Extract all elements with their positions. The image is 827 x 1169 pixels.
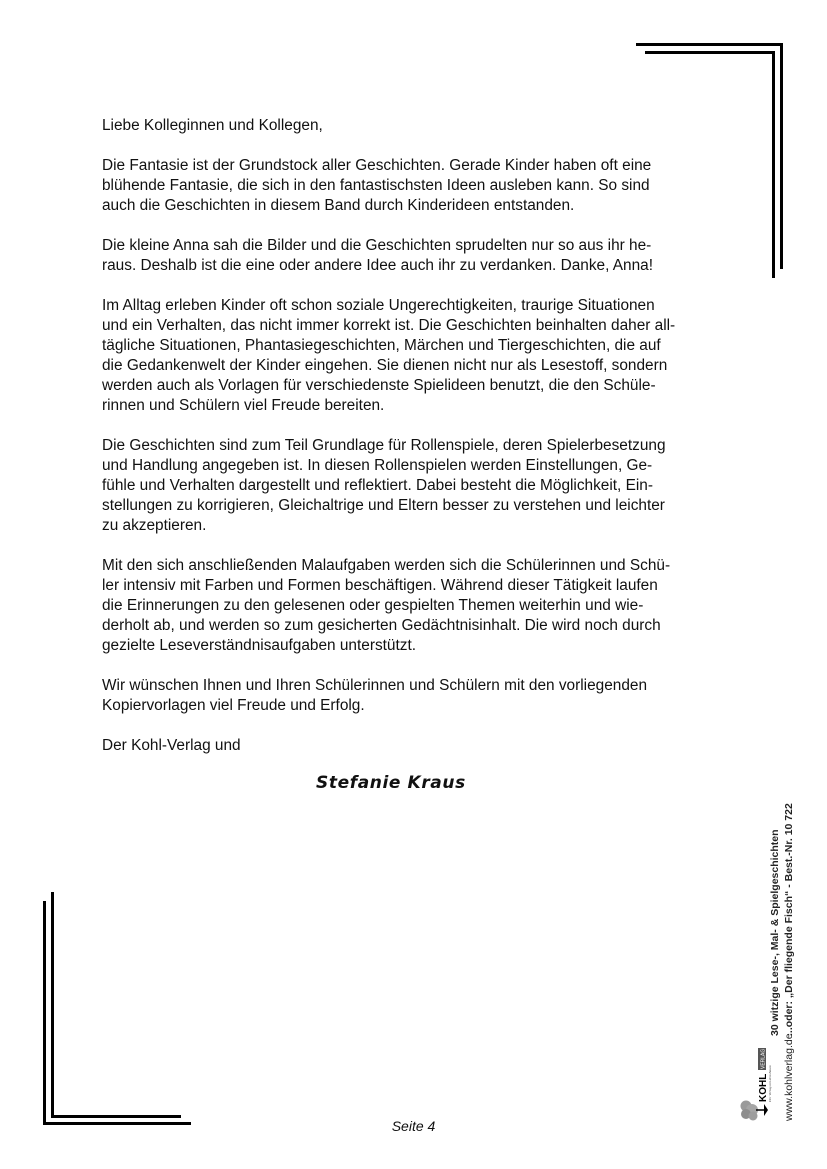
top-right-frame-inner-horizontal [645,51,775,54]
paragraph-4 [102,436,742,536]
letter-body [102,116,742,776]
paragraph-3 [102,296,742,416]
svg-text:KOHL: KOHL [758,1073,769,1102]
text-line: Im Alltag erleben Kinder oft schon soziale Ungerechtigkeiten, traurige Situationen [102,297,655,314]
paragraph-2 [102,236,742,276]
text-line: die Erinnerungen zu den gelesenen oder gespielten Themen weiterhin und wie- [102,597,644,614]
text-line: Mit den sich anschließenden Malaufgaben werden sich die Schülerinnen und Schü- [102,557,671,574]
text-line: Die Fantasie ist der Grundstock aller Geschichten. Gerade Kinder haben oft eine [102,157,652,174]
page-number: Seite 4 [391,1118,436,1134]
text-line: derholt ab, und werden so zum gesicherten Gedächtnisinhalt. Die wird noch durch [102,617,661,634]
svg-text:Der Verlag mit dem Baum: Der Verlag mit dem Baum [768,1065,772,1102]
publisher-url[interactable]: www.kohlverlag.de [783,1033,795,1121]
text-line: raus. Deshalb ist die eine oder andere Idee auch ihr zu verdanken. Danke, Anna! [102,257,653,274]
closing: Der Kohl-Verlag und [102,737,241,754]
text-line: die Gedankenwelt der Kinder eingehen. Sie dienen nicht nur als Lesestoff, sondern [102,357,668,374]
text-line: rinnen und Schülern viel Freude bereiten. [102,397,385,414]
paragraph-6 [102,676,742,716]
text-line: Die Geschichten sind zum Teil Grundlage für Rollenspiele, deren Spielerbesetzung [102,437,666,454]
text-line: Kopiervorlagen viel Freude und Erfolg. [102,697,365,714]
text-line: und ein Verhalten, das nicht immer korrekt ist. Die Geschichten beinhalten daher all- [102,317,676,334]
text-line: fühle und Verhalten dargestellt und reflektiert. Dabei besteht die Möglichkeit, Ein- [102,477,653,494]
text-line: stellungen zu korrigieren, Gleichaltrige und Eltern besser zu verstehen und leichter [102,497,665,514]
kohl-wordmark [758,1048,772,1103]
text-line: Wir wünschen Ihnen und Ihren Schülerinnen und Schülern mit den vorliegenden [102,677,647,694]
bottom-left-frame-inner-vertical [51,892,54,1117]
text-line: tägliche Situationen, Phantasiegeschichten, Märchen und Tiergeschichten, die auf [102,337,661,354]
text-line: ler intensiv mit Farben und Formen beschäftigen. Während dieser Tätigkeit laufen [102,577,658,594]
tree-logo-icon [741,1101,769,1121]
author-signature: Stefanie Kraus [316,773,466,793]
paragraph-1 [102,156,742,216]
book-subtitle-line: ...oder: „Der fliegende Fisch“ - Best.-Nr. 10 722 [783,803,795,1036]
text-line: zu akzeptieren. [102,517,207,534]
bottom-left-frame-outer-vertical [43,901,46,1125]
top-right-frame-inner-vertical [772,51,775,278]
text-line: blühende Fantasie, die sich in den fantastischsten Ideen ausleben kann. So sind [102,177,650,194]
text-line: und Handlung angegeben ist. In diesen Rollenspielen werden Einstellungen, Ge- [102,457,653,474]
book-title-line: 30 witzige Lese-, Mal- & Spielgeschichten [769,829,781,1036]
svg-text:VERLAG: VERLAG [760,1048,767,1069]
text-line: werden auch als Vorlagen für verschiedenste Spielideen benutzt, die den Schüle- [102,377,656,394]
greeting: Liebe Kolleginnen und Kollegen, [102,117,323,134]
paragraph-5 [102,556,742,656]
top-right-frame-outer-horizontal [636,43,783,46]
text-line: gezielte Leseverständnisaufgaben unterstützt. [102,637,417,654]
top-right-frame-outer-vertical [780,43,783,269]
text-line: auch die Geschichten in diesem Band durch Kinderideen entstanden. [102,197,575,214]
kohl-verlag-logo [738,1044,772,1122]
text-line: Die kleine Anna sah die Bilder und die Geschichten sprudelten nur so aus ihr he- [102,237,652,254]
